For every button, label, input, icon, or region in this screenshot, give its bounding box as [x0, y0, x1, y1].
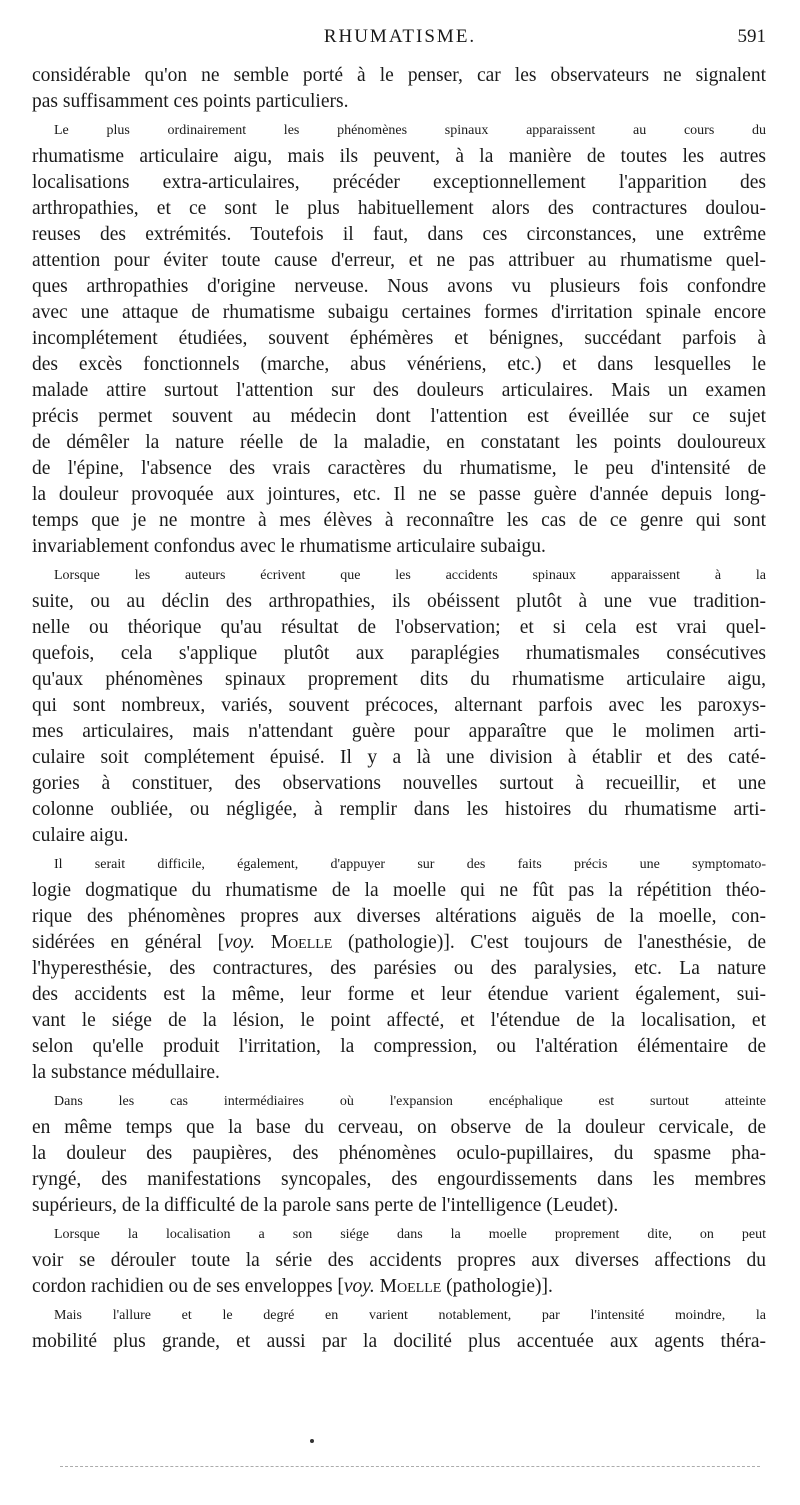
text-line: rhumatisme articulaire aigu, mais ils peuvent, à la manière de toutes les autres	[32, 146, 766, 167]
running-title: RHUMATISME.	[323, 26, 477, 47]
text-line: ryngé, des manifestations syncopales, des engourdissements dans les membres	[32, 1169, 766, 1190]
page-number: 591	[737, 26, 766, 47]
text-line: voir se dérouler toute la série des accidents propres aux diverses affections du	[32, 1250, 766, 1271]
text-line: Dans les cas intermédiaires où l'expansion encéphalique est surtout atteinte	[54, 1094, 766, 1109]
text-line: colonne oubliée, ou négligée, à remplir dans les histoires du rhumatisme arti-	[32, 799, 766, 820]
text-line: sidérées en général [voy. Moelle (pathologie)]. C'est toujours de l'anesthésie, de	[32, 932, 766, 953]
text-line: attention pour éviter toute cause d'erreur, et ne pas attribuer au rhumatisme quel-	[32, 250, 766, 271]
page-header	[32, 26, 768, 56]
paragraph	[32, 852, 766, 1086]
text-line: quefois, cela s'applique plutôt aux paraplégies rhumatismales consécutives	[32, 643, 766, 664]
footer-mark	[310, 1439, 314, 1443]
text-line: cordon rachidien ou de ses enveloppes [voy. Moelle (pathologie)].	[32, 1276, 553, 1297]
text-line: la substance médullaire.	[32, 1062, 220, 1083]
text-line: l'hyperesthésie, des contractures, des parésies ou des paralysies, etc. La nature	[32, 958, 766, 979]
text-line: mes articulaires, mais n'attendant guère pour apparaître que le molimen arti-	[32, 721, 766, 742]
footer-rule	[60, 1466, 760, 1467]
text-line: précis permet souvent au médecin dont l'attention est éveillée sur ce sujet	[32, 406, 766, 427]
text-line: logie dogmatique du rhumatisme de la moelle qui ne fût pas la répétition théo-	[32, 880, 766, 901]
text-line: Mais l'allure et le degré en varient notablement, par l'intensité moindre, la	[54, 1308, 766, 1323]
text-line: de l'épine, l'absence des vrais caractères du rhumatisme, le peu d'intensité de	[32, 458, 766, 479]
paragraph	[32, 1089, 766, 1219]
text-line: temps que je ne montre à mes élèves à reconnaître les cas de ce genre qui sont	[32, 510, 766, 531]
text-line: des accidents est la même, leur forme et leur étendue varient également, sui-	[32, 984, 766, 1005]
text-line: culaire aigu.	[32, 825, 129, 846]
text-line: Lorsque la localisation a son siége dans la moelle proprement dite, on peut	[54, 1227, 766, 1242]
text-line: mobilité plus grande, et aussi par la docilité plus accentuée aux agents théra-	[32, 1331, 766, 1352]
text-line: vant le siége de la lésion, le point affecté, et l'étendue de la localisation, et	[32, 1010, 766, 1031]
text-line: des excès fonctionnels (marche, abus vénériens, etc.) et dans lesquelles le	[32, 354, 766, 375]
text-line: suite, ou au déclin des arthropathies, ils obéissent plutôt à une vue tradition-	[32, 591, 766, 612]
text-line: Le plus ordinairement les phénomènes spinaux apparaissent au cours du	[54, 123, 766, 138]
body-text	[32, 63, 766, 1358]
text-line: malade attire surtout l'attention sur des douleurs articulaires. Mais un examen	[32, 380, 766, 401]
text-line: gories à constituer, des observations nouvelles surtout à recueillir, et une	[32, 773, 766, 794]
text-line: arthropathies, et ce sont le plus habituellement alors des contractures doulou-	[32, 198, 766, 219]
text-line: la douleur provoquée aux jointures, etc. Il ne se passe guère d'année depuis long-	[32, 484, 766, 505]
text-line: en même temps que la base du cerveau, on observe de la douleur cervicale, de	[32, 1117, 766, 1138]
text-line: la douleur des paupières, des phénomènes oculo-pupillaires, du spasme pha-	[32, 1143, 766, 1164]
text-line: pas suffisamment ces points particuliers.	[32, 91, 349, 112]
text-line: selon qu'elle produit l'irritation, la compression, ou l'altération élémentaire de	[32, 1036, 766, 1057]
text-line: invariablement confondus avec le rhumatisme articulaire subaigu.	[32, 536, 546, 557]
text-line: localisations extra-articulaires, précéder exceptionnellement l'apparition des	[32, 172, 766, 193]
paragraph	[32, 563, 766, 849]
text-line: supérieurs, de la difficulté de la parole sans perte de l'intelligence (Leudet).	[32, 1195, 619, 1216]
paragraph	[32, 1303, 766, 1355]
paragraph	[32, 1222, 766, 1300]
text-line: Lorsque les auteurs écrivent que les accidents spinaux apparaissent à la	[54, 568, 766, 583]
text-line: considérable qu'on ne semble porté à le penser, car les observateurs ne signalent	[32, 65, 766, 86]
text-line: qui sont nombreux, variés, souvent précoces, alternant parfois avec les paroxys-	[32, 695, 766, 716]
text-line: de démêler la nature réelle de la maladie, en constatant les points douloureux	[32, 432, 766, 453]
text-line: ques arthropathies d'origine nerveuse. Nous avons vu plusieurs fois confondre	[32, 276, 766, 297]
text-line: Il serait difficile, également, d'appuyer sur des faits précis une symptomato-	[54, 857, 766, 872]
text-line: rique des phénomènes propres aux diverses altérations aiguës de la moelle, con-	[32, 906, 766, 927]
text-line: nelle ou théorique qu'au résultat de l'observation; et si cela est vrai quel-	[32, 617, 766, 638]
paragraph	[32, 118, 766, 560]
text-line: avec une attaque de rhumatisme subaigu certaines formes d'irritation spinale encore	[32, 302, 766, 323]
paragraph	[32, 63, 766, 115]
text-line: culaire soit complétement épuisé. Il y a là une division à établir et des caté-	[32, 747, 766, 768]
text-line: reuses des extrémités. Toutefois il faut, dans ces circonstances, une extrême	[32, 224, 766, 245]
text-line: qu'aux phénomènes spinaux proprement dits du rhumatisme articulaire aigu,	[32, 669, 766, 690]
text-line: incomplétement étudiées, souvent éphémères et bénignes, succédant parfois à	[32, 328, 766, 349]
